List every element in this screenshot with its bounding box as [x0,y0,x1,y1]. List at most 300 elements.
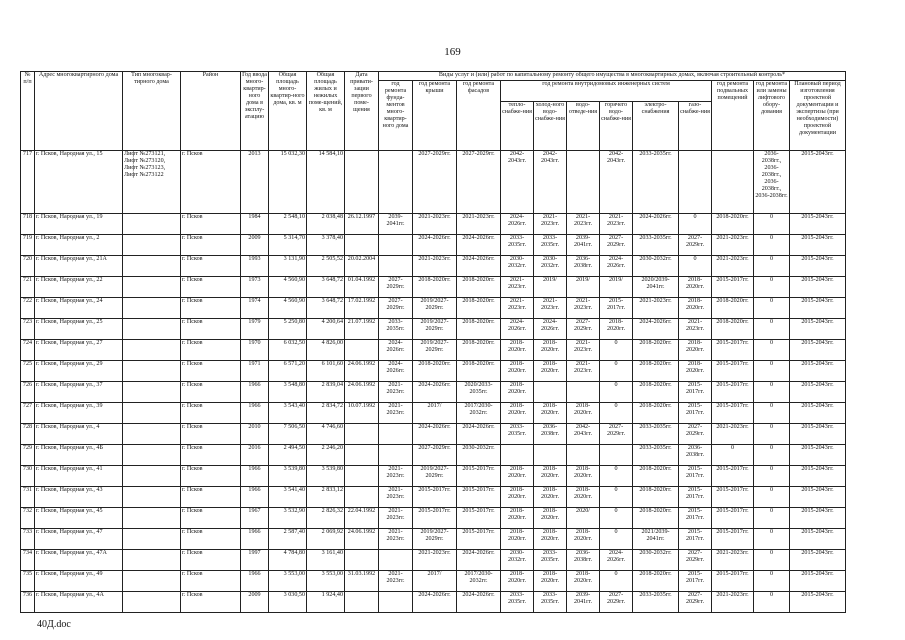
cell-drain: 2039-2041гг. [567,592,600,613]
cell-addr: г. Псков, Народная ул., 4 [35,424,123,445]
cell-area: 5 314,70 [269,235,307,256]
cell-found [379,256,413,277]
header-cold: холод-ного водо-снабже-ния [534,102,567,151]
cell-heat: 2021-2023гг. [501,277,534,298]
cell-heat [501,445,534,466]
cell-n: 726 [21,382,35,403]
cell-roof: 2027-2029гг. [413,151,457,214]
cell-found: 2021-2023гг. [379,571,413,592]
cell-fac: 2018-2020гг. [457,361,501,382]
cell-found: 2021-2023гг. [379,529,413,550]
cell-liv: 2 834,72 [307,403,345,424]
cell-year: 1984 [241,214,269,235]
cell-n: 734 [21,550,35,571]
cell-heat: 2033-2035гг. [501,424,534,445]
cell-base: 2018-2020гг. [712,319,754,340]
cell-roof: 2018-2020гг. [413,277,457,298]
cell-n: 730 [21,466,35,487]
cell-type [123,214,181,235]
table-row [21,550,846,571]
cell-n: 727 [21,403,35,424]
table-row [21,487,846,508]
cell-addr: г. Псков, Народная ул., 15 [35,151,123,214]
cell-n: 731 [21,487,35,508]
cell-base: 2018-2020гг. [712,298,754,319]
cell-n: 717 [21,151,35,214]
cell-roof: 2019/2027-2029гг. [413,466,457,487]
cell-area: 6 571,20 [269,361,307,382]
cell-elec: 2018-2020гг. [633,571,679,592]
cell-liv: 3 539,80 [307,466,345,487]
cell-lift: 0 [754,319,790,340]
cell-heat: 2018-2020гг. [501,529,534,550]
cell-drain: 2018-2020гг. [567,487,600,508]
cell-elec: 2021/2039-2041гг. [633,529,679,550]
cell-hot: 0 [600,487,633,508]
cell-elec: 2018-2020гг. [633,466,679,487]
cell-area: 3 541,40 [269,487,307,508]
cell-roof: 2019/2027-2029гг. [413,529,457,550]
cell-roof: 2019/2027-2029гг. [413,298,457,319]
cell-liv: 2 826,32 [307,508,345,529]
header-works-group: Виды услуг и (или) работ по капитальному ремонту общего имущества в многоквартирных домах, включая строительный контроль* [379,72,846,81]
cell-base: 2015-2017гг. [712,571,754,592]
cell-gas: 2015-2017гг. [679,508,712,529]
cell-year: 2009 [241,592,269,613]
cell-roof: 2021-2023гг. [413,256,457,277]
cell-n: 718 [21,214,35,235]
cell-roof: 2015-2017гг. [413,508,457,529]
cell-area: 4 784,80 [269,550,307,571]
cell-plan: 2015-2043гг. [790,319,846,340]
cell-found: 2021-2023гг. [379,466,413,487]
header-lift: год ремонта или замены лифтового обору-дования [754,81,790,151]
cell-gas: 2018-2020гг. [679,277,712,298]
cell-plan: 2015-2043гг. [790,382,846,403]
cell-lift: 0 [754,445,790,466]
cell-fac: 2020/2033-2035гг. [457,382,501,403]
cell-cold: 2018-2020гг. [534,487,567,508]
cell-hot: 0 [600,508,633,529]
cell-drain: 2021-2023гг. [567,361,600,382]
cell-base: 2015-2017гг. [712,487,754,508]
cell-addr: г. Псков, Народная ул., 24 [35,298,123,319]
cell-dist: г. Псков [181,424,241,445]
cell-hot: 2024-2026гг. [600,256,633,277]
table-body [21,151,846,613]
cell-lift: 0 [754,550,790,571]
cell-fac: 2024-2026гг. [457,550,501,571]
table-row [21,403,846,424]
cell-priv: 10.07.1992 [345,403,379,424]
cell-hot: 2024-2026гг. [600,550,633,571]
cell-dist: г. Псков [181,361,241,382]
cell-year: 2016 [241,445,269,466]
cell-year: 1966 [241,382,269,403]
header-drain: водо-отведе-ния [567,102,600,151]
cell-priv [345,340,379,361]
cell-elec: 2018-2020гг. [633,382,679,403]
cell-gas: 0 [679,214,712,235]
cell-roof: 2021-2023гг. [413,550,457,571]
cell-liv: 2 505,52 [307,256,345,277]
cell-elec: 2030-2032гг. [633,256,679,277]
cell-area: 3 553,00 [269,571,307,592]
table-row [21,277,846,298]
cell-type [123,340,181,361]
cell-fac: 2021-2023гг. [457,214,501,235]
cell-type [123,382,181,403]
header-systems-group: год ремонта внутридомовых инженерных систем [501,81,712,102]
cell-n: 723 [21,319,35,340]
cell-year: 1993 [241,256,269,277]
cell-hot [600,445,633,466]
cell-base: 2015-2017гг. [712,340,754,361]
cell-drain: 2020/ [567,508,600,529]
cell-priv: 01.04.1992 [345,277,379,298]
cell-dist: г. Псков [181,550,241,571]
cell-drain [567,382,600,403]
cell-type: Лифт №273121, Лифт №273120, Лифт №273123, Лифт №273122 [123,151,181,214]
cell-addr: г. Псков, Народная ул., 22 [35,277,123,298]
cell-plan: 2015-2043гг. [790,277,846,298]
cell-fac: 2024-2026гг. [457,424,501,445]
cell-year: 1966 [241,403,269,424]
cell-found: 2039-2041гг. [379,214,413,235]
cell-elec: 2018-2020гг. [633,508,679,529]
cell-area: 3 539,80 [269,466,307,487]
cell-base: 0 [712,445,754,466]
cell-type [123,424,181,445]
cell-plan: 2015-2043гг. [790,550,846,571]
cell-addr: г. Псков, Народная ул., 29 [35,361,123,382]
cell-plan: 2015-2043гг. [790,403,846,424]
footer-filename: 40Д.doc [37,619,71,630]
cell-roof: 2021-2023гг. [413,214,457,235]
cell-heat: 2033-2035гг. [501,592,534,613]
repair-schedule-table [20,71,846,613]
cell-elec: 2033-2035гг. [633,592,679,613]
cell-gas: 2027-2029гг. [679,592,712,613]
cell-dist: г. Псков [181,445,241,466]
cell-fac: 2015-2017гг. [457,508,501,529]
cell-priv: 24.06.1992 [345,382,379,403]
cell-fac: 2015-2017гг. [457,529,501,550]
cell-heat: 2018-2020гг. [501,340,534,361]
cell-hot: 0 [600,529,633,550]
cell-fac: 2024-2026гг. [457,256,501,277]
page-number: 169 [444,46,461,58]
cell-found [379,151,413,214]
table-row [21,256,846,277]
cell-hot: 0 [600,466,633,487]
cell-year: 1967 [241,508,269,529]
cell-gas: 2021-2023гг. [679,319,712,340]
cell-cold: 2042-2043гг. [534,151,567,214]
cell-type [123,550,181,571]
cell-found: 2021-2023гг. [379,403,413,424]
cell-elec: 2018-2020гг. [633,340,679,361]
cell-heat: 2018-2020гг. [501,466,534,487]
cell-base: 2015-2017гг. [712,361,754,382]
cell-plan: 2015-2043гг. [790,151,846,214]
cell-gas: 2027-2029гг. [679,550,712,571]
table-row [21,151,846,214]
cell-addr: г. Псков, Народная ул., 4А [35,592,123,613]
cell-area: 5 250,80 [269,319,307,340]
cell-dist: г. Псков [181,508,241,529]
cell-heat: 2018-2020гг. [501,403,534,424]
cell-cold: 2018-2020гг. [534,340,567,361]
cell-priv [345,592,379,613]
cell-liv: 2 833,12 [307,487,345,508]
cell-lift: 0 [754,361,790,382]
cell-n: 732 [21,508,35,529]
cell-lift: 0 [754,487,790,508]
cell-fac: 2030-2032гг. [457,445,501,466]
cell-found [379,592,413,613]
cell-fac: 2024-2026гг. [457,235,501,256]
cell-area: 4 560,90 [269,298,307,319]
cell-drain: 2039-2041гг. [567,235,600,256]
cell-elec: 2024-2026гг. [633,214,679,235]
cell-area: 6 032,50 [269,340,307,361]
cell-priv: 17.02.1992 [345,298,379,319]
cell-fac: 2018-2020гг. [457,277,501,298]
cell-drain: 2036-2038гг. [567,550,600,571]
cell-n: 735 [21,571,35,592]
cell-roof: 2024-2026гг. [413,235,457,256]
cell-gas: 2018-2020гг. [679,361,712,382]
cell-liv: 6 101,60 [307,361,345,382]
cell-drain [567,151,600,214]
table-row [21,529,846,550]
cell-type [123,508,181,529]
cell-year: 1997 [241,550,269,571]
cell-area: 2 494,50 [269,445,307,466]
cell-hot: 2018-2020гг. [600,319,633,340]
cell-year: 2010 [241,424,269,445]
cell-liv: 1 924,40 [307,592,345,613]
cell-found: 2021-2023гг. [379,487,413,508]
cell-type [123,592,181,613]
header-year-built: Год ввода много-квартир-ного дома в эксплу-атацию [241,72,269,151]
cell-found: 2024-2026гг. [379,361,413,382]
cell-addr: г. Псков, Народная ул., 49 [35,571,123,592]
cell-base: 2015-2017гг. [712,508,754,529]
cell-cold: 2033-2035гг. [534,592,567,613]
cell-addr: г. Псков, Народная ул., 45 [35,508,123,529]
cell-year: 1966 [241,487,269,508]
cell-priv: 24.06.1992 [345,361,379,382]
cell-type [123,256,181,277]
cell-liv: 2 839,04 [307,382,345,403]
table-row [21,466,846,487]
cell-area: 3 548,80 [269,382,307,403]
cell-liv: 3 648,72 [307,277,345,298]
cell-roof: 2015-2017гг. [413,487,457,508]
cell-heat: 2024-2026гг. [501,319,534,340]
cell-found: 2021-2023гг. [379,382,413,403]
cell-lift: 0 [754,592,790,613]
cell-lift: 2036-2038гг., 2036-2038гг., 2036-2038гг., 2036-2038гг. [754,151,790,214]
header-facade: год ремонта фасадов [457,81,501,151]
cell-addr: г. Псков, Народная ул., 27 [35,340,123,361]
cell-cold: 2033-2035гг. [534,550,567,571]
cell-n: 720 [21,256,35,277]
cell-lift: 0 [754,256,790,277]
cell-elec: 2033-2035гг. [633,151,679,214]
cell-base: 2015-2017гг. [712,277,754,298]
cell-hot: 2042-2043гг. [600,151,633,214]
cell-dist: г. Псков [181,256,241,277]
cell-year: 1971 [241,361,269,382]
cell-plan: 2015-2043гг. [790,445,846,466]
cell-cold [534,382,567,403]
cell-lift: 0 [754,466,790,487]
cell-elec: 2030-2032гг. [633,550,679,571]
cell-plan: 2015-2043гг. [790,214,846,235]
cell-gas: 2015-2017гг. [679,403,712,424]
cell-hot: 2019/ [600,277,633,298]
cell-hot: 0 [600,403,633,424]
cell-liv: 4 746,60 [307,424,345,445]
cell-year: 1974 [241,298,269,319]
cell-liv: 2 069,92 [307,529,345,550]
cell-base: 2021-2023гг. [712,592,754,613]
cell-heat: 2018-2020гг. [501,382,534,403]
cell-liv: 4 200,64 [307,319,345,340]
cell-base: 2021-2023гг. [712,235,754,256]
cell-dist: г. Псков [181,151,241,214]
cell-drain: 2021-2023гг. [567,298,600,319]
cell-addr: г. Псков, Народная ул., 47 [35,529,123,550]
table-row [21,214,846,235]
cell-found [379,550,413,571]
cell-type [123,361,181,382]
cell-liv: 4 826,00 [307,340,345,361]
cell-liv: 3 161,40 [307,550,345,571]
cell-plan: 2015-2043гг. [790,361,846,382]
cell-hot: 0 [600,361,633,382]
cell-year: 1966 [241,466,269,487]
cell-lift: 0 [754,235,790,256]
cell-n: 736 [21,592,35,613]
cell-roof: 2019/2027-2029гг. [413,319,457,340]
cell-dist: г. Псков [181,487,241,508]
cell-drain: 2019/ [567,277,600,298]
cell-priv: 24.06.1992 [345,529,379,550]
cell-heat: 2018-2020гг. [501,508,534,529]
cell-lift: 0 [754,571,790,592]
cell-dist: г. Псков [181,592,241,613]
cell-plan: 2015-2043гг. [790,298,846,319]
cell-elec: 2018-2020гг. [633,487,679,508]
cell-addr: г. Псков, Народная ул., 19 [35,214,123,235]
cell-n: 728 [21,424,35,445]
table-header [21,72,846,151]
cell-hot: 0 [600,382,633,403]
cell-liv: 14 584,10 [307,151,345,214]
cell-gas: 2015-2017гг. [679,571,712,592]
cell-gas: 2036-2038гг. [679,445,712,466]
header-heat: тепло-снабже-ния [501,102,534,151]
cell-base: 2015-2017гг. [712,466,754,487]
cell-drain: 2027-2029гг. [567,319,600,340]
cell-hot: 2027-2029гг. [600,424,633,445]
cell-elec: 2018-2020гг. [633,403,679,424]
cell-elec: 2024-2026гг. [633,319,679,340]
cell-roof: 2024-2026гг. [413,382,457,403]
cell-drain: 2036-2038гг. [567,256,600,277]
cell-gas: 2015-2017гг. [679,382,712,403]
cell-plan: 2015-2043гг. [790,508,846,529]
cell-cold: 2019/ [534,277,567,298]
table-row [21,592,846,613]
cell-base [712,151,754,214]
cell-drain: 2018-2020гг. [567,466,600,487]
cell-n: 722 [21,298,35,319]
cell-priv [345,445,379,466]
cell-found [379,424,413,445]
cell-lift: 0 [754,424,790,445]
cell-priv: 31.03.1992 [345,571,379,592]
cell-addr: г. Псков, Народная ул., 39 [35,403,123,424]
cell-year: 1973 [241,277,269,298]
cell-area: 3 532,90 [269,508,307,529]
header-roof: год ремонта крыши [413,81,457,151]
cell-elec: 2020/2039-2041гг. [633,277,679,298]
cell-cold: 2018-2020гг. [534,361,567,382]
cell-dist: г. Псков [181,277,241,298]
cell-year: 1966 [241,529,269,550]
cell-base: 2015-2017гг. [712,382,754,403]
cell-type [123,298,181,319]
cell-n: 719 [21,235,35,256]
cell-fac: 2018-2020гг. [457,319,501,340]
cell-cold: 2018-2020гг. [534,508,567,529]
cell-roof: 2027-2029гг. [413,445,457,466]
cell-type [123,466,181,487]
cell-base: 2015-2017гг. [712,529,754,550]
cell-type [123,235,181,256]
cell-liv: 2 038,48 [307,214,345,235]
cell-heat: 2033-2035гг. [501,235,534,256]
cell-plan: 2015-2043гг. [790,487,846,508]
table-row [21,319,846,340]
cell-lift: 0 [754,508,790,529]
cell-type [123,403,181,424]
cell-dist: г. Псков [181,340,241,361]
cell-found: 2027-2029гг. [379,298,413,319]
cell-elec: 2018-2020гг. [633,361,679,382]
cell-addr: г. Псков, Народная ул., 37 [35,382,123,403]
cell-plan: 2015-2043гг. [790,340,846,361]
cell-fac: 2015-2017гг. [457,466,501,487]
cell-hot: 0 [600,571,633,592]
cell-fac: 2017/2030-2032гг. [457,571,501,592]
cell-found [379,235,413,256]
cell-area: 3 543,40 [269,403,307,424]
cell-heat: 2021-2023гг. [501,298,534,319]
cell-addr: г. Псков, Народная ул., 4Б [35,445,123,466]
cell-n: 733 [21,529,35,550]
cell-year: 1970 [241,340,269,361]
header-privatization-date: Дата привати-зации первого поме-щения [345,72,379,151]
cell-cold: 2030-2032гг. [534,256,567,277]
cell-gas: 2027-2029гг. [679,424,712,445]
cell-year: 1979 [241,319,269,340]
